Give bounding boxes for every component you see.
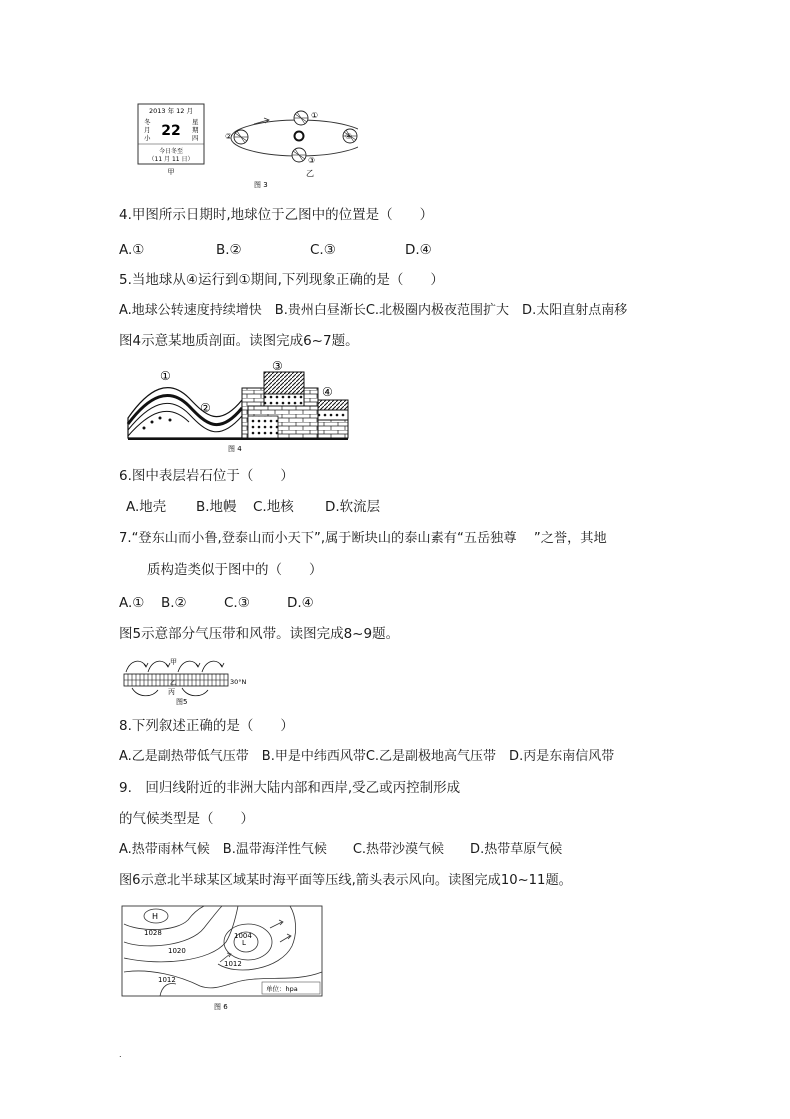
calendar-left-top: 冬: [144, 118, 151, 126]
question-8-stem: 8.下列叙述正确的是（ ）: [119, 718, 294, 734]
high-pressure-label: H: [152, 912, 159, 921]
question-5-options: A.地球公转速度持续增快 B.贵州白昼渐长C.北极圈内极夜范围扩大 D.太阳直射点南移: [119, 303, 628, 318]
isobar-label-1028: 1028: [144, 929, 162, 937]
calendar-left-mid: 月: [144, 126, 151, 134]
earth-icon: [234, 130, 248, 144]
question-8-options: A.乙是副热带低气压带 B.甲是中纬西风带C.乙是副极地高气压带 D.丙是东南信风带: [119, 749, 615, 764]
figure-3-svg: [136, 102, 358, 192]
figure-4-svg: [124, 358, 352, 454]
intro-figure-6: 图6示意北半球某区域某时海平面等压线,箭头表示风向。读图完成10~11题。: [119, 873, 572, 888]
question-9-stem-line1: 9. 回归线附近的非洲大陆内部和西岸,受乙或丙控制形成: [119, 780, 461, 796]
question-6-option-d: D.软流层: [325, 499, 381, 515]
figure-6: [120, 902, 326, 1014]
latitude-label: 30°N: [230, 678, 247, 686]
question-7-stem-line1: 7.“登东山而小鲁,登泰山而小天下”,属于断块山的泰山素有“五岳独尊 ”之誉，其地: [119, 531, 607, 546]
figure-5-svg: [122, 654, 258, 706]
calendar-year-month: 2013 年 12 月: [148, 107, 194, 115]
question-7-option-a: A.①: [119, 595, 145, 611]
figure-5: [122, 654, 258, 706]
question-4-option-c: C.③: [310, 242, 336, 258]
footer-dot: .: [119, 1050, 122, 1059]
pressure-label-yi: 乙: [170, 680, 177, 687]
question-7-option-c: C.③: [224, 595, 250, 611]
isobar-label-1004: 1004: [234, 932, 252, 940]
question-6-option-a: A.地壳: [126, 499, 167, 515]
question-4-stem: 4.甲图所示日期时,地球位于乙图中的位置是（ ）: [119, 207, 434, 223]
figure-4: [124, 358, 352, 454]
orbit-label-2: ②: [225, 132, 233, 141]
figure-6-svg: [120, 902, 326, 1014]
question-4-option-b: B.②: [216, 242, 242, 258]
calendar-right-mid: 期: [192, 126, 199, 134]
orbit-label-4: ④: [345, 132, 353, 141]
intro-figure-5: 图5示意部分气压带和风带。读图完成8~9题。: [119, 626, 400, 642]
isobar-label-1012-left: 1012: [158, 976, 176, 984]
orbit-label-3: ③: [308, 156, 316, 165]
calendar-solar-term: 今日冬至: [158, 148, 184, 155]
isobar-label-1012-right: 1012: [224, 960, 242, 968]
earth-icon: [292, 148, 306, 162]
question-6-stem: 6.图中表层岩石位于（ ）: [119, 468, 294, 484]
question-9-options: A.热带雨林气候 B.温带海洋性气候 C.热带沙漠气候 D.热带草原气候: [119, 842, 563, 857]
pressure-label-jia: 甲: [170, 658, 177, 666]
figure-3: [136, 102, 358, 192]
question-7-option-d: D.④: [287, 595, 314, 611]
calendar-lunar: （11 月 11 日）: [148, 156, 194, 163]
geology-label-3: ③: [272, 359, 283, 373]
question-7-stem-line2: 质构造类似于图中的（ ）: [147, 562, 323, 578]
orbit-label: 乙: [306, 169, 314, 178]
question-9-stem-line2: 的气候类型是（ ）: [119, 811, 254, 827]
calendar-right-top: 星: [192, 118, 199, 126]
orbit-label-1: ①: [311, 111, 319, 120]
question-5-stem: 5.当地球从④运行到①期间,下列现象正确的是（ ）: [119, 272, 444, 288]
geology-label-2: ②: [200, 401, 211, 415]
geology-label-1: ①: [160, 369, 171, 383]
calendar-right-bot: 四: [192, 134, 199, 142]
question-4-option-d: D.④: [405, 242, 432, 258]
calendar-label: 甲: [167, 168, 175, 176]
figure-3-caption: 图 3: [254, 181, 268, 189]
pressure-label-bing: 丙: [168, 688, 175, 696]
question-6-option-b: B.地幔: [196, 499, 237, 515]
earth-icon: [294, 111, 308, 125]
unit-label: 单位：hpa: [266, 985, 298, 993]
question-7-option-b: B.②: [161, 595, 187, 611]
calendar-left-bot: 小: [144, 134, 151, 142]
geology-label-4: ④: [322, 385, 333, 399]
isobar-label-1020: 1020: [168, 947, 186, 955]
low-pressure-label: L: [242, 939, 246, 947]
question-6-option-c: C.地核: [253, 499, 294, 515]
figure-4-caption: 图 4: [228, 445, 242, 453]
intro-figure-4: 图4示意某地质剖面。读图完成6~7题。: [119, 333, 359, 349]
question-4-option-a: A.①: [119, 242, 145, 258]
sun-icon: [295, 132, 304, 141]
figure-6-caption: 图 6: [214, 1003, 228, 1011]
calendar-day: 22: [161, 123, 181, 139]
figure-5-caption: 图5: [176, 698, 188, 706]
